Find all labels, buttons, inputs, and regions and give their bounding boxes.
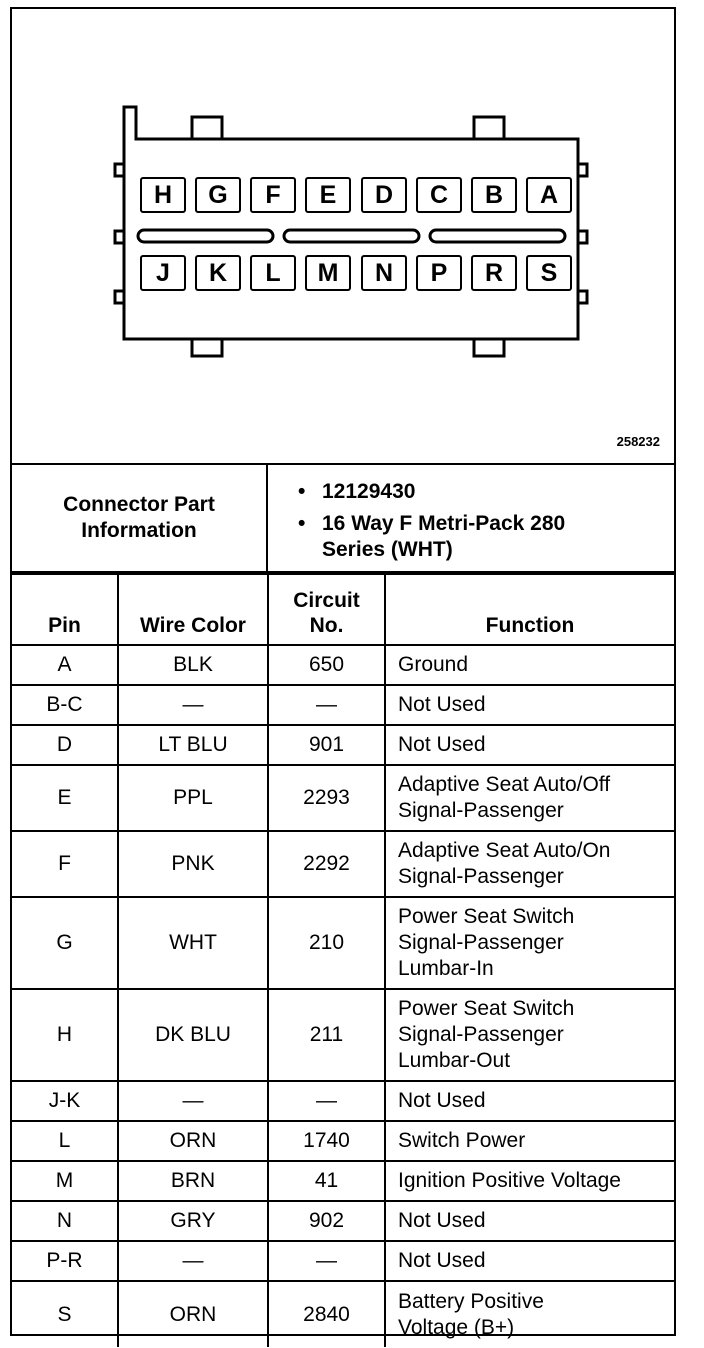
- part-number: • 12129430: [298, 479, 674, 505]
- top-latch-right: [474, 117, 504, 139]
- table-row: [12, 645, 674, 685]
- cell-pin: P-R: [12, 1241, 118, 1281]
- cell-circuit: 2292: [268, 831, 385, 897]
- connector-pin-r: R: [471, 255, 517, 291]
- cell-function: Switch Power: [385, 1121, 674, 1161]
- cell-circuit: 902: [268, 1201, 385, 1241]
- pin-table: [12, 573, 674, 1347]
- connector-housing: [124, 107, 578, 339]
- cell-function: Adaptive Seat Auto/On Signal-Passenger: [385, 831, 674, 897]
- cell-wire-color: ORN: [118, 1281, 268, 1347]
- connector-part-info-list: [268, 465, 674, 571]
- figure-number: 258232: [616, 434, 660, 449]
- cell-pin: F: [12, 831, 118, 897]
- cell-pin: G: [12, 897, 118, 989]
- cell-circuit: —: [268, 1241, 385, 1281]
- header-pin: Pin: [12, 574, 118, 645]
- cell-pin: J-K: [12, 1081, 118, 1121]
- cell-wire-color: BRN: [118, 1161, 268, 1201]
- cell-function: Not Used: [385, 1201, 674, 1241]
- bottom-latch-right: [474, 339, 504, 356]
- separator-slot-3: [430, 230, 565, 242]
- cell-wire-color: PNK: [118, 831, 268, 897]
- connector-pin-l: L: [250, 255, 296, 291]
- cell-wire-color: LT BLU: [118, 725, 268, 765]
- table-row: [12, 685, 674, 725]
- table-row: [12, 989, 674, 1081]
- header-circuit-no: Circuit No.: [268, 574, 385, 645]
- cell-circuit: 901: [268, 725, 385, 765]
- table-row: [12, 1081, 674, 1121]
- table-row: [12, 1281, 674, 1347]
- cell-wire-color: PPL: [118, 765, 268, 831]
- cell-wire-color: —: [118, 685, 268, 725]
- cell-pin: E: [12, 765, 118, 831]
- cell-pin: H: [12, 989, 118, 1081]
- cell-function: Battery Positive Voltage (B+): [385, 1281, 674, 1347]
- connector-part-info-label: [12, 465, 268, 571]
- cell-pin: S: [12, 1281, 118, 1347]
- cell-pin: A: [12, 645, 118, 685]
- connector-pin-k: K: [195, 255, 241, 291]
- cell-circuit: 211: [268, 989, 385, 1081]
- table-row: [12, 765, 674, 831]
- cell-circuit: 2840: [268, 1281, 385, 1347]
- cell-wire-color: ORN: [118, 1121, 268, 1161]
- cell-wire-color: DK BLU: [118, 989, 268, 1081]
- cell-function: Ground: [385, 645, 674, 685]
- cell-circuit: 210: [268, 897, 385, 989]
- cell-circuit: 2293: [268, 765, 385, 831]
- top-latch-left: [192, 117, 222, 139]
- connector-pin-g: G: [195, 177, 241, 213]
- cell-pin: L: [12, 1121, 118, 1161]
- cell-function: Not Used: [385, 1241, 674, 1281]
- table-row: [12, 725, 674, 765]
- cell-wire-color: WHT: [118, 897, 268, 989]
- connector-part-info: [12, 463, 674, 573]
- connector-pin-b: B: [471, 177, 517, 213]
- connector-pin-h: H: [140, 177, 186, 213]
- cell-pin: N: [12, 1201, 118, 1241]
- header-wire-color: Wire Color: [118, 574, 268, 645]
- connector-pin-n: N: [361, 255, 407, 291]
- connector-pin-m: M: [305, 255, 351, 291]
- cell-function: Not Used: [385, 685, 674, 725]
- pin-table-header: [12, 574, 674, 645]
- cell-circuit: —: [268, 1081, 385, 1121]
- connector-series: • 16 Way F Metri-Pack 280 Series (WHT): [298, 511, 674, 563]
- cell-circuit: —: [268, 685, 385, 725]
- cell-wire-color: GRY: [118, 1201, 268, 1241]
- cell-circuit: 650: [268, 645, 385, 685]
- table-row: [12, 1161, 674, 1201]
- connector-outline: [12, 9, 674, 463]
- separator-slot-1: [138, 230, 273, 242]
- cell-circuit: 41: [268, 1161, 385, 1201]
- connector-pin-j: J: [140, 255, 186, 291]
- cell-pin: D: [12, 725, 118, 765]
- cell-wire-color: —: [118, 1081, 268, 1121]
- cell-function: Not Used: [385, 1081, 674, 1121]
- cell-function: Adaptive Seat Auto/Off Signal-Passenger: [385, 765, 674, 831]
- connector-pin-e: E: [305, 177, 351, 213]
- pin-table-body: [12, 645, 674, 1347]
- separator-slot-2: [284, 230, 419, 242]
- connector-pin-d: D: [361, 177, 407, 213]
- cell-wire-color: —: [118, 1241, 268, 1281]
- cell-pin: M: [12, 1161, 118, 1201]
- connector-pin-p: P: [416, 255, 462, 291]
- cell-wire-color: BLK: [118, 645, 268, 685]
- connector-pin-f: F: [250, 177, 296, 213]
- table-row: [12, 1201, 674, 1241]
- cell-function: Not Used: [385, 725, 674, 765]
- connector-pin-s: S: [526, 255, 572, 291]
- table-row: [12, 1241, 674, 1281]
- header-function: Function: [385, 574, 674, 645]
- table-row: [12, 831, 674, 897]
- info-label-text: Connector Part Information: [63, 493, 215, 542]
- connector-face-diagram: [12, 9, 674, 463]
- cell-pin: B-C: [12, 685, 118, 725]
- bottom-latch-left: [192, 339, 222, 356]
- table-row: [12, 897, 674, 989]
- cell-function: Power Seat Switch Signal-Passenger Lumbar-Out: [385, 989, 674, 1081]
- table-row: [12, 1121, 674, 1161]
- connector-pin-c: C: [416, 177, 462, 213]
- connector-pin-a: A: [526, 177, 572, 213]
- cell-function: Power Seat Switch Signal-Passenger Lumbar-In: [385, 897, 674, 989]
- cell-function: Ignition Positive Voltage: [385, 1161, 674, 1201]
- connector-sheet: [10, 7, 676, 1339]
- cell-circuit: 1740: [268, 1121, 385, 1161]
